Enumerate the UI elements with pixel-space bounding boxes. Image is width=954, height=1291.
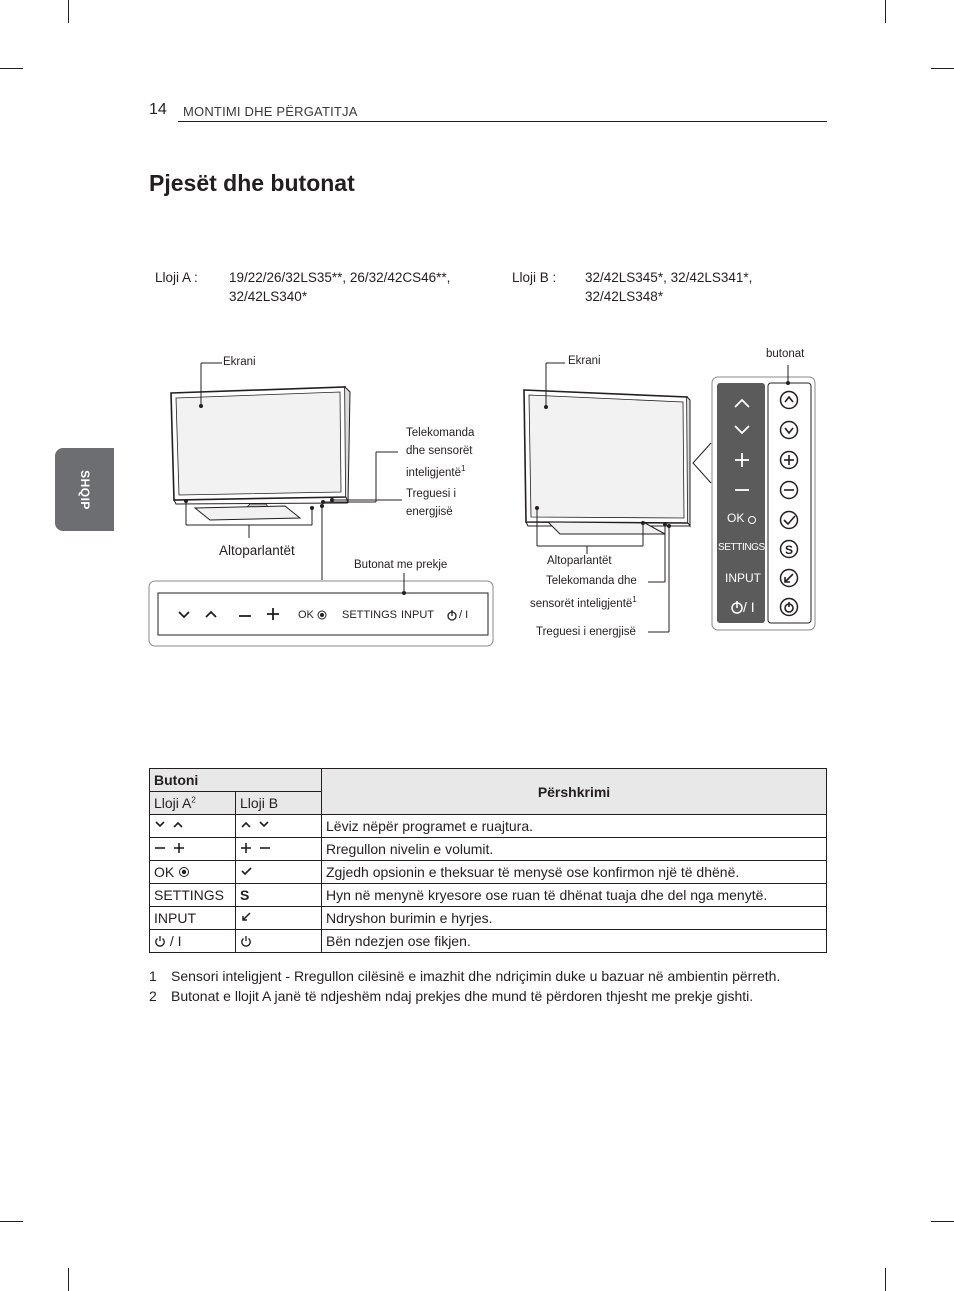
power-text: / I [169, 933, 182, 949]
remote-sensor-label-b: Telekomanda dhe [546, 575, 637, 587]
section-title: MONTIMI DHE PËRGATITJA [183, 104, 358, 119]
footnote-ref: 2 [191, 795, 196, 805]
crop-mark [931, 68, 954, 69]
cell-type-a [150, 838, 236, 861]
remote-sensor-label-b-line2 [530, 591, 637, 613]
page-number: 14 [149, 101, 167, 118]
col-type-b-header: Lloji B [236, 792, 322, 815]
volume-icon [240, 842, 274, 854]
type-a-label: Lloji A : [155, 270, 198, 285]
crop-mark [68, 0, 69, 23]
table-header-row [150, 769, 827, 792]
type-a-models-line: 32/42LS340* [229, 289, 308, 304]
remote-sensor-label-a [406, 424, 474, 482]
type-a-models-line: 19/22/26/32LS35**, 26/32/42CS46**, [229, 270, 451, 285]
crop-mark [885, 0, 886, 23]
power-indicator-line: energjisë [406, 506, 453, 518]
screen-label-b: Ekrani [568, 355, 601, 367]
speakers-label-b: Altoparlantët [547, 555, 612, 567]
cell-type-b [236, 861, 322, 884]
crop-mark [0, 1221, 23, 1222]
power-icon [240, 935, 252, 947]
cell-type-b [236, 930, 322, 953]
col-button-header: Butoni [150, 769, 322, 792]
remote-sensor-line: Telekomanda [406, 427, 475, 439]
cell-type-b [236, 815, 322, 838]
cell-description: Lëviz nëpër programet e ruajtura. [322, 815, 827, 838]
header-rule [178, 121, 827, 122]
footnote-number: 2 [149, 988, 157, 1004]
cell-description: Bën ndezjen ose fikjen. [322, 930, 827, 953]
power-indicator-line: Treguesi i [406, 488, 457, 500]
remote-sensor-text: inteligjentë [406, 466, 461, 479]
crop-mark [931, 1221, 954, 1222]
cell-description: Rregullon nivelin e volumit. [322, 838, 827, 861]
panel-input-label: INPUT [725, 571, 761, 585]
volume-icon [154, 842, 188, 854]
footnote-text: Sensori inteligjent - Rregullon cilësinë e imazhit dhe ndriçimin duke u bazuar në ambientin përreth. [171, 968, 781, 984]
type-b-models-line: 32/42LS345*, 32/42LS341*, [585, 270, 753, 285]
footnote [149, 986, 780, 1006]
power-indicator-label-a [406, 485, 456, 521]
table-row [150, 907, 827, 930]
table-row [150, 815, 827, 838]
crop-mark [885, 1268, 886, 1291]
cell-type-a [150, 930, 236, 953]
cell-type-b: S [236, 884, 322, 907]
crop-mark [68, 1268, 69, 1291]
type-b-models [585, 268, 752, 306]
table-row [150, 884, 827, 907]
cell-type-b [236, 838, 322, 861]
input-arrow-icon [240, 911, 254, 923]
footnote [149, 966, 780, 986]
footnotes [149, 966, 780, 1006]
cell-type-a: INPUT [150, 907, 236, 930]
cell-type-a: SETTINGS [150, 884, 236, 907]
page-title: Pjesët dhe butonat [149, 170, 355, 196]
buttons-label-b: butonat [766, 348, 805, 360]
type-b-models-line: 32/42LS348* [585, 289, 664, 304]
footnote-ref: 1 [632, 595, 637, 604]
touch-buttons-label: Butonat me prekje [354, 559, 448, 571]
speakers-label-a: Altoparlantët [219, 543, 295, 558]
col-description-header: Përshkrimi [322, 769, 827, 815]
footnote-ref: 1 [460, 464, 466, 473]
remote-sensor-text: sensorët inteligjentë [530, 597, 633, 610]
remote-sensor-line [406, 460, 474, 482]
screen-label-a: Ekrani [223, 356, 256, 368]
footnote-number: 1 [149, 968, 157, 984]
table-row [150, 930, 827, 953]
ok-dot-icon [178, 866, 190, 878]
panel-settings-label: SETTINGS [718, 542, 765, 553]
panel-ok-label: OK [727, 511, 745, 525]
cell-description: Hyn në menynë kryesore ose ruan të dhënat tuaja dhe del nga menytë. [322, 884, 827, 907]
strip-input-label: INPUT [401, 609, 434, 621]
remote-sensor-line: dhe sensorët [406, 445, 473, 457]
cell-description: Zgjedh opsionin e theksuar të menysë ose konfirmon një të dhënë. [322, 861, 827, 884]
cell-description: Ndryshon burimin e hyrjes. [322, 907, 827, 930]
power-icon [154, 935, 166, 947]
power-indicator-label-b: Treguesi i energjisë [536, 626, 636, 638]
cell-type-a [150, 815, 236, 838]
buttons-table [149, 768, 827, 953]
language-tab-label: SHQIP [77, 469, 92, 510]
crop-mark [0, 68, 23, 69]
cell-type-a [150, 861, 236, 884]
channel-arrows-icon [240, 819, 274, 831]
svg-text:S: S [784, 543, 794, 557]
panel-power-label: / I [743, 599, 755, 615]
check-icon [240, 865, 254, 877]
type-a-models [229, 268, 450, 306]
ok-text: OK [154, 864, 175, 880]
type-b-label: Lloji B : [512, 270, 557, 285]
strip-power-label: / I [459, 609, 469, 621]
cell-type-b [236, 907, 322, 930]
col-type-a-text: Lloji A [154, 795, 192, 811]
table-row [150, 861, 827, 884]
table-row [150, 838, 827, 861]
strip-ok-label: OK [298, 609, 314, 621]
col-type-a-header [150, 792, 236, 815]
strip-settings-label: SETTINGS [342, 609, 398, 621]
channel-arrows-icon [154, 819, 188, 831]
language-tab [55, 448, 114, 531]
footnote-text: Butonat e llojit A janë të ndjeshëm ndaj prekjes dhe mund të përdoren thjesht me prekje gishti. [171, 988, 754, 1004]
